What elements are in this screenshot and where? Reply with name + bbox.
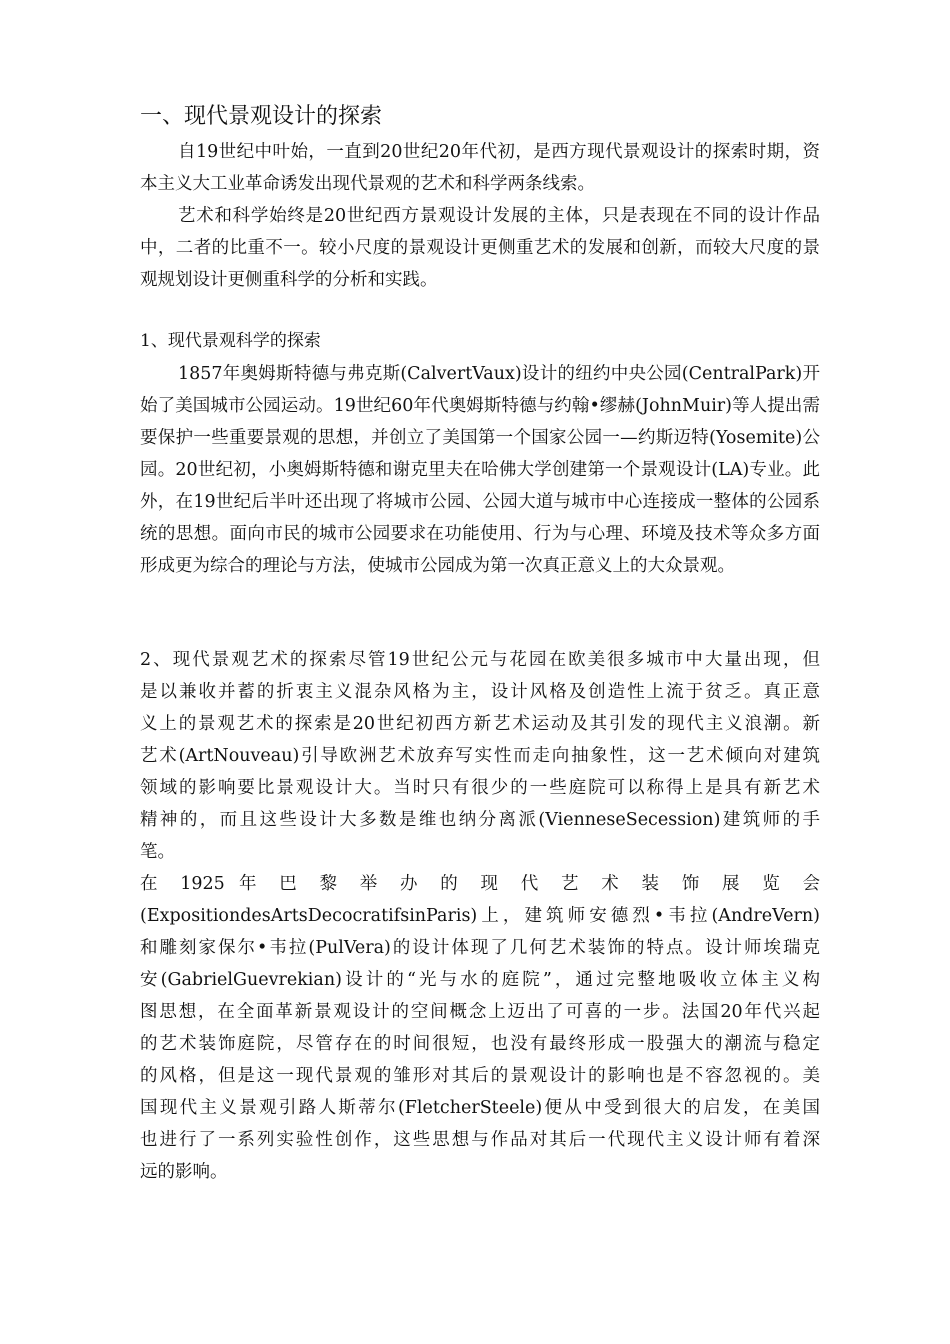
paragraph-line: 精神的，而且这些设计大多数是维也纳分离派(VienneseSecession)建筑师的手: [140, 810, 820, 830]
subsection-2-paragraph: [140, 644, 820, 868]
paragraph-line: 在 1925 年 巴 黎 举 办 的 现 代 艺 术 装 饰 展 览 会: [140, 874, 820, 894]
paragraph-line: 2、现代景观艺术的探索尽管19世纪公元与花园在欧美很多城市中大量出现，但: [140, 650, 820, 670]
paragraph-1925: [140, 868, 820, 1188]
paragraph-line: 国现代主义景观引路人斯蒂尔(FletcherSteele)便从中受到很大的启发，在美国: [140, 1098, 820, 1118]
paragraph-line: 艺术(ArtNouveau)引导欧洲艺术放弃写实性而走向抽象性，这一艺术倾向对建筑: [140, 746, 820, 766]
intro-paragraph-2: 艺术和科学始终是20世纪西方景观设计发展的主体，只是表现在不同的设计作品中，二者的比重不一。较小尺度的景观设计更侧重艺术的发展和创新，而较大尺度的景观规划设计更侧重科学的分析和实践。: [140, 206, 820, 290]
paragraph-line: 和雕刻家保尔•韦拉(PulVera)的设计体现了几何艺术装饰的特点。设计师埃瑞克: [140, 938, 820, 958]
paragraph-line: 的风格，但是这一现代景观的雏形对其后的景观设计的影响也是不容忽视的。美: [140, 1066, 820, 1086]
intro-paragraph-1: 自19世纪中叶始，一直到20世纪20年代初，是西方现代景观设计的探索时期，资本主义大工业革命诱发出现代景观的艺术和科学两条线索。: [140, 142, 820, 194]
paragraph-line: (ExpositiondesArtsDecocratifsinParis)上，建筑师安德烈•韦拉(AndreVern): [140, 906, 820, 926]
paragraph-line: 远的影响。: [140, 1162, 228, 1182]
subsection-1-paragraph: 1857年奥姆斯特德与弗克斯(CalvertVaux)设计的纽约中央公园(CentralPark)开始了美国城市公园运动。19世纪60年代奥姆斯特德与约翰•缪赫(JohnMuir)等人提出需要保护一些重要景观的思想，并创立了美国第一个国家公园一—约斯迈特(Yosemite)公园。20世纪初，小奥姆斯特德和谢克里夫在哈佛大学创建第一个景观设计(LA)专业。此外，在19世纪后半叶还出现了将城市公园、公园大道与城市中心连接成一整体的公园系统的思想。面向市民的城市公园要求在功能使用、行为与心理、环境及技术等众多方面形成更为综合的理论与方法，使城市公园成为第一次真正意义上的大众景观。: [140, 364, 820, 576]
paragraph-line: 笔。: [140, 842, 175, 862]
paragraph-line: 的艺术装饰庭院，尽管存在的时间很短，也没有最终形成一股强大的潮流与稳定: [140, 1034, 820, 1054]
paragraph-line: 是以兼收并蓄的折衷主义混杂风格为主，设计风格及创造性上流于贫乏。真正意: [140, 682, 820, 702]
paragraph-line: 领域的影响要比景观设计大。当时只有很少的一些庭院可以称得上是具有新艺术: [140, 778, 820, 798]
section-title: 一、现代景观设计的探索: [140, 104, 383, 129]
subsection-1-title: 1、现代景观科学的探索: [140, 331, 321, 351]
paragraph-line: 安(GabrielGuevrekian)设计的“光与水的庭院”，通过完整地吸收立体主义构: [140, 970, 820, 990]
paragraph-line: 也进行了一系列实验性创作，这些思想与作品对其后一代现代主义设计师有着深: [140, 1130, 820, 1150]
paragraph-line: 图思想，在全面革新景观设计的空间概念上迈出了可喜的一步。法国20年代兴起: [140, 1002, 820, 1022]
paragraph-line: 义上的景观艺术的探索是20世纪初西方新艺术运动及其引发的现代主义浪潮。新: [140, 714, 820, 734]
